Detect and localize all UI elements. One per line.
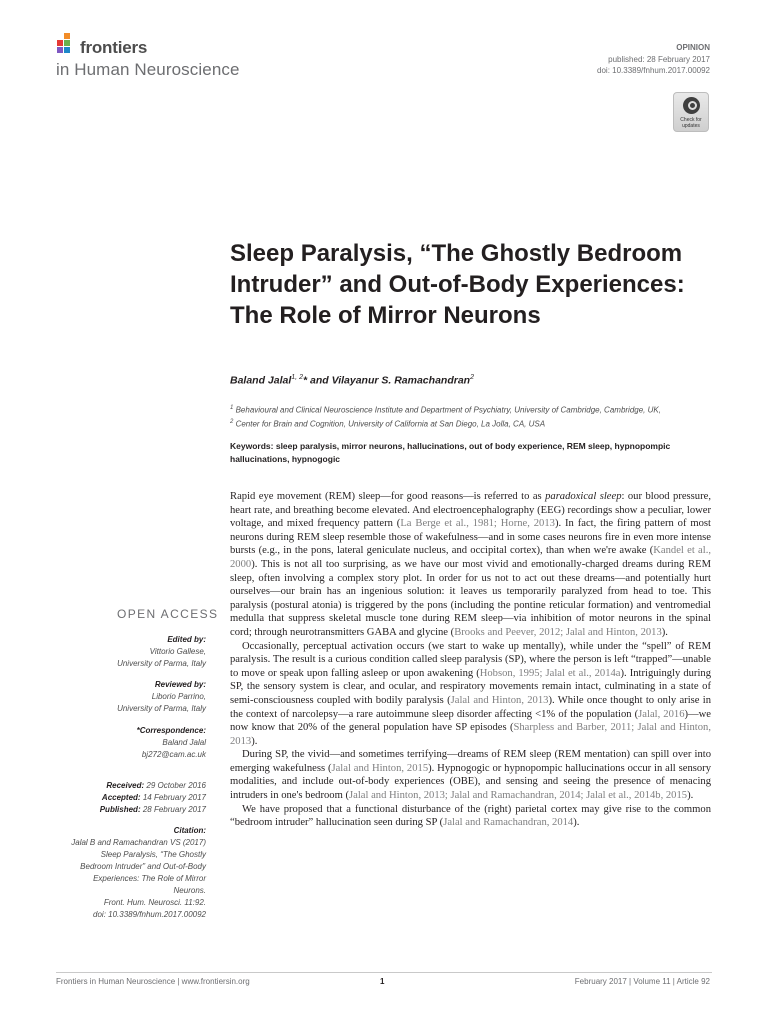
author-name[interactable]: Vilayanur S. Ramachandran xyxy=(331,374,471,387)
citation-doi-link[interactable]: doi: 10.3389/fnhum.2017.00092 xyxy=(93,910,206,919)
citation-link[interactable]: Jalal and Ramachandran, 2014 xyxy=(443,817,574,829)
keywords-list: sleep paralysis, mirror neurons, hallucinations, out of body experience, REM sleep, hypnopompic hallucinations, hypnogogic xyxy=(230,441,671,464)
citation-link[interactable]: Hobson, 1995; Jalal et al., 2014a xyxy=(479,667,621,679)
corresponding-mark: * xyxy=(302,374,308,387)
paragraph: Rapid eye movement (REM) sleep—for good reasons—is referred to as paradoxical sleep: our blood pressure, heart rate, and breathing become elevated. And electroencephalography (EEG) recordings show a peculiar, lower voltage, and mixed frequency pattern (La Berge et al., 1981; Horne, 2013). In fact, the firing pattern of most neurons during REM sleep resemble those of wakefulness—and in some cases neurons fire in even more intense bursts (e.g., in the pons, lateral geniculate nucleus, and occipital cortex), than when we're awake (Kandel et al., 2000). This is not all too surprising, as we have our most vivid and emotionally-charged dreams during REM sleep, often involving a complex story plot. In order for us not to act out these dreams—and potentially hurt ourselves—our brain has an ingenious solution: it leaves us temporarily paralyzed from head to toe. This paralysis (postural atonia) is triggered by the pons (including the pontine reticular formation) and ventromedial medulla that suppress skeletal muscle tone during REM sleep—via inhibition of motor neurons in the spinal cord; through neurotransmitters GABA and glycine (Brooks and Peever, 2012; Jalal and Hinton, 2013). xyxy=(230,491,711,638)
citation-link[interactable]: Brooks and Peever, 2012; Jalal and Hinton, 2013 xyxy=(454,626,662,638)
check-for-updates-button[interactable] xyxy=(673,92,709,132)
frontiers-logo-icon xyxy=(56,33,78,59)
reviewed-by-block: Reviewed by: Liborio Parrino, University of Parma, Italy xyxy=(6,679,206,715)
citation-link[interactable]: La Berge et al., 1981; Horne, 2013 xyxy=(400,518,555,530)
brand-name: frontiers xyxy=(80,38,148,57)
journal-name: in Human Neuroscience xyxy=(56,60,240,79)
article-type: OPINION xyxy=(676,43,710,52)
correspondence-email-link[interactable]: bj272@cam.ac.uk xyxy=(141,750,206,759)
page-number: 1 xyxy=(380,977,385,986)
citation-link[interactable]: Sharpless and Barber, 2011; Jalal and Hinton, 2013 xyxy=(230,722,711,747)
editor-name[interactable]: Vittorio Gallese, xyxy=(149,647,206,656)
keywords xyxy=(230,440,712,466)
footer-journal-link[interactable]: Frontiers in Human Neuroscience | www.frontiersin.org xyxy=(56,977,250,986)
published-date: published: 28 February 2017 xyxy=(608,55,710,64)
author-list xyxy=(230,374,474,387)
citation-link[interactable]: Jalal and Hinton, 2013; Jalal and Ramachandran, 2014; Jalal et al., 2014b, 2015 xyxy=(349,790,688,802)
author-conjunction: and xyxy=(307,374,332,387)
article-title: Sleep Paralysis, “The Ghostly Bedroom Intruder” and Out-of-Body Experiences: The Role of Mirror Neurons xyxy=(230,240,685,329)
author-name[interactable]: Baland Jalal xyxy=(230,374,292,387)
check-updates-icon xyxy=(683,97,700,114)
author-affil-ref: 2 xyxy=(470,374,474,381)
dates-block: Received: 29 October 2016 Accepted: 14 February 2017 Published: 28 February 2017 xyxy=(99,781,206,814)
citation-link[interactable]: Jalal, 2016 xyxy=(638,708,685,720)
affiliation-1: $^1$ Behavioural and Clinical Neuroscience Institute and Department of Psychiatry, University of Cambridge, Cambridge, UK, xyxy=(230,405,661,415)
paragraph: During SP, the vivid—and sometimes terrifying—dreams of REM sleep (REM mentation) can spill over into emerging wakefulness (Jalal and Hinton, 2015). Hypnogogic or hypnopompic hallucinations occur in all sensory modalities, and include out-of-body experiences (OBE), and sensing and seeing the presence of menacing intruders in one's bedroom (Jalal and Hinton, 2013; Jalal and Ramachandran, 2014; Jalal et al., 2014b, 2015). xyxy=(230,749,711,802)
citation-link[interactable]: Kandel et al., 2000 xyxy=(230,545,711,570)
reviewer-name[interactable]: Liborio Parrino, xyxy=(151,692,206,701)
article-doi[interactable]: doi: 10.3389/fnhum.2017.00092 xyxy=(597,66,710,75)
keywords-label: Keywords: xyxy=(230,441,274,451)
paragraph: Occasionally, perceptual activation occurs (we start to wake up mentally), while under the “spell” of REM paralysis. The result is a curious condition called sleep paralysis (SP), where the person is left “trapped”—unable to move or speak upon falling asleep or upon awakening (Hobson, 1995; Jalal et al., 2014a). Intriguingly during SP, the sensory system is clear, and ocular, and respiratory movements remain intact, culminating in a state of semi-consciousness coupled with bodily paralysis (Jalal and Hinton, 2013). While once thought to only arise in the context of narcolepsy—a rare autoimmune sleep disorder affecting <1% of the population (Jalal, 2016)—we now know that 20% of the general population have SP episodes (Sharpless and Barber, 2011; Jalal and Hinton, 2013). xyxy=(230,640,711,747)
author-affil-ref: 1, 2 xyxy=(291,374,303,381)
citation-link[interactable]: Jalal and Hinton, 2015 xyxy=(331,762,429,774)
paragraph: We have proposed that a functional disturbance of the (right) parietal cortex may give rise to the common “bedroom intruder” hallucination seen during SP (Jalal and Ramachandran, 2014). xyxy=(230,803,711,829)
footer-issue-info: February 2017 | Volume 11 | Article 92 xyxy=(574,977,710,986)
edited-by-block: Edited by: Vittorio Gallese, University of Parma, Italy xyxy=(6,634,206,670)
citation-link[interactable]: Jalal and Hinton, 2013 xyxy=(450,694,549,706)
open-access-label: OPEN ACCESS xyxy=(117,607,219,621)
correspondence-block: *Correspondence: Baland Jalal bj272@cam.ac.uk xyxy=(6,725,206,761)
affiliation-2: $^2$ Center for Brain and Cognition, University of California at San Diego, La Jolla, CA, USA xyxy=(230,419,546,429)
check-updates-label: Check for updates xyxy=(680,117,702,129)
article-body xyxy=(230,490,711,830)
citation-block: Citation: Jalal B and Ramachandran VS (2017) Sleep Paralysis, “The Ghostly Bedroom Intruder” and Out-of-Body Experiences: The Role of Mirror Neurons. Front. Hum. Neurosci. 11:92. doi: 10.3389/fnhum.2017.00092 xyxy=(6,825,206,921)
footer-divider xyxy=(56,972,712,973)
